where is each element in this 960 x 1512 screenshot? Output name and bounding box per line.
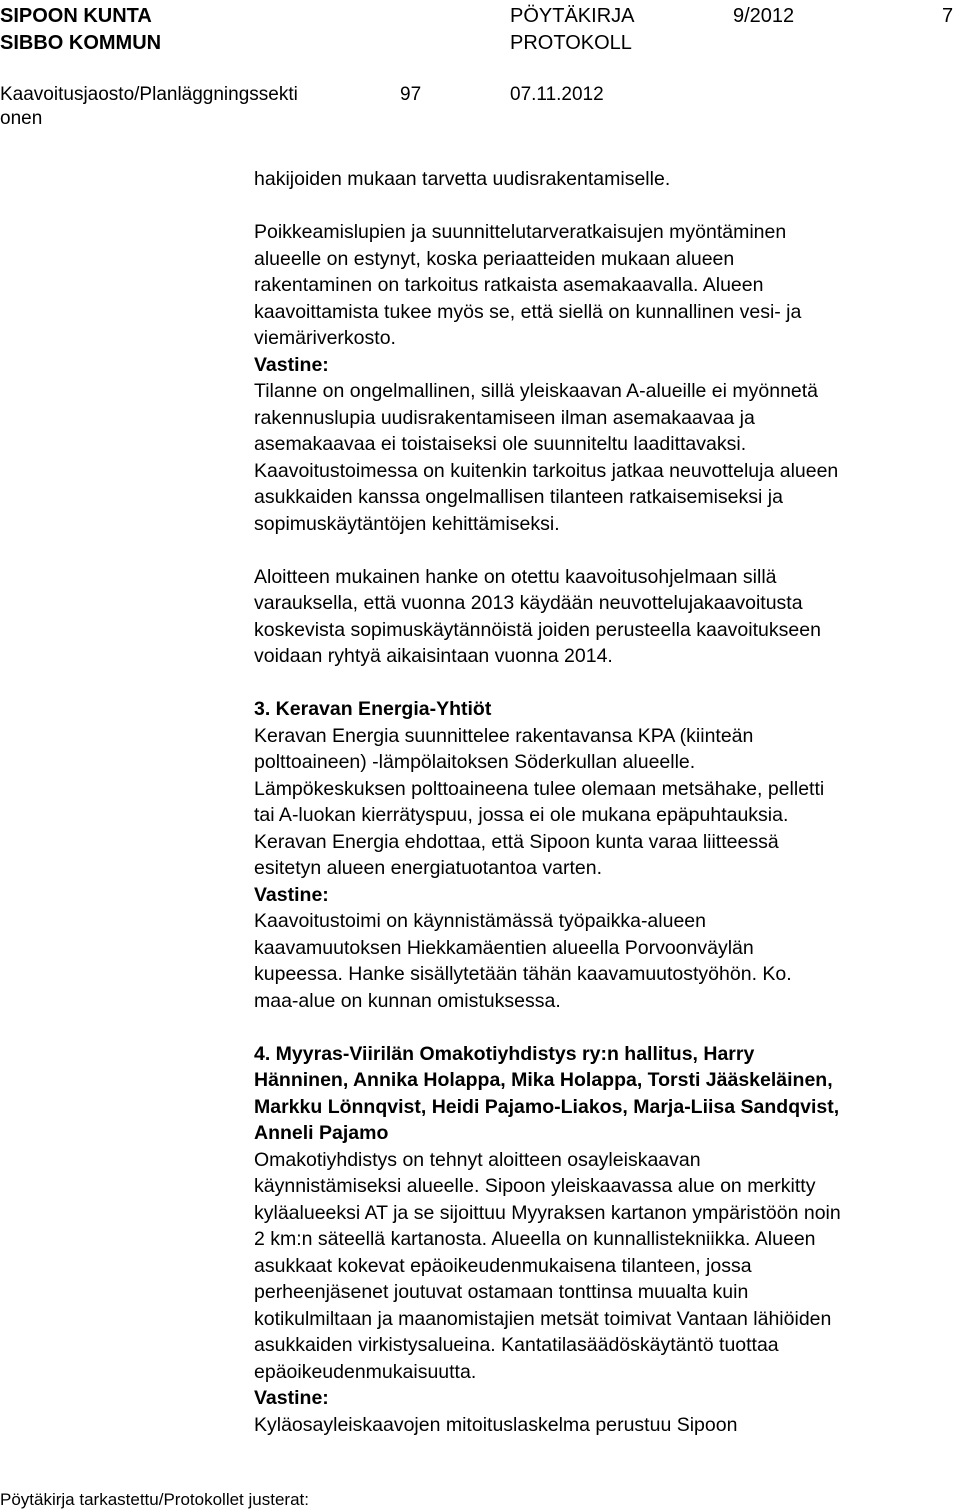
body-line: asukkaiden kanssa ongelmallisen tilanteen ratkaisemiseksi ja — [254, 486, 783, 508]
body-line: kotikulmiltaan ja maanomistajien metsät toimivat Vantaan lähiöiden — [254, 1307, 832, 1330]
body-line: esitetyn alueen energiatuotantoa varten. — [254, 857, 603, 879]
body-line: sopimuskäytäntöjen kehittämiseksi. — [254, 512, 560, 535]
body-line: koskevista sopimuskäytännöistä joiden perusteella kaavoitukseen — [254, 618, 821, 641]
body-line: Omakotiyhdistys on tehnyt aloitteen osayleiskaavan — [254, 1148, 701, 1171]
item-heading: Anneli Pajamo — [254, 1122, 389, 1144]
body-line: käynnistämiseksi alueelle. Sipoon yleiskaavassa alue on merkitty — [254, 1175, 816, 1197]
body-line: alueelle on estynyt, koska periaatteiden mukaan alueen — [254, 247, 735, 270]
body-line: epäoikeudenmukaisuutta. — [254, 1360, 477, 1383]
response-heading: Vastine: — [254, 353, 329, 376]
body-line: Keravan Energia suunnittelee rakentavansa KPA (kiinteän — [254, 724, 754, 747]
body-line: kaavoittamista tukee myös se, että siellä on kunnallinen vesi- ja — [254, 300, 802, 323]
item-heading: 3. Keravan Energia-Yhtiöt — [254, 698, 492, 720]
meeting-date: 07.11.2012 — [510, 84, 604, 105]
body-line: viemäriverkosto. — [254, 327, 396, 349]
section-number: 97 — [400, 84, 422, 105]
org-name-fi: SIPOON KUNTA — [0, 5, 152, 27]
body-line: Poikkeamislupien ja suunnittelutarveratkaisujen myöntäminen — [254, 221, 787, 243]
body-line: Kyläosayleiskaavojen mitoituslaskelma perustuu Sipoon — [254, 1413, 738, 1436]
committee-name-cont: onen — [0, 108, 43, 129]
committee-name: Kaavoitusjaosto/Planläggningssekti — [0, 84, 298, 105]
body-line: rakentaminen on tarkoitus ratkaista asemakaavalla. Alueen — [254, 274, 764, 296]
item-heading: Markku Lönnqvist, Heidi Pajamo-Liakos, Marja-Liisa Sandqvist, — [254, 1095, 840, 1118]
paragraph-gap — [254, 537, 960, 564]
body-line: Lämpökeskuksen polttoaineena tulee olemaan metsähake, pelletti — [254, 777, 825, 800]
body-line: Keravan Energia ehdottaa, että Sipoon kunta varaa liitteessä — [254, 830, 779, 853]
paragraph-gap — [254, 670, 960, 697]
body-line: tai A-luokan kierrätyspuu, jossa ei ole mukana epäpuhtauksia. — [254, 804, 789, 826]
body-line: voidaan ryhtyä aikaisintaan vuonna 2014. — [254, 645, 613, 667]
body-line: rakennuslupia uudisrakentamiseen ilman asemakaavaa ja — [254, 406, 755, 429]
body-line: Tilanne on ongelmallinen, sillä yleiskaavan A-alueille ei myönnetä — [254, 380, 819, 402]
body-line: kaavamuutoksen Hiekkamäentien alueella Porvoonväylän — [254, 936, 754, 959]
body-line: perheenjäsenet joutuvat ostamaan tonttinsa muualta kuin — [254, 1281, 749, 1303]
body-line: Kaavoitustoimi on käynnistämässä työpaikka-alueen — [254, 910, 706, 932]
body-line: asukkaat kokevat epäoikeudenmukaisena tilanteen, jossa — [254, 1254, 752, 1277]
body-line: kyläalueeksi AT ja se sijoittuu Myyraksen kartanon ympäristöön noin — [254, 1201, 841, 1224]
body-line: 2 km:n säteellä kartanosta. Alueella on kunnallistekniikka. Alueen — [254, 1228, 816, 1250]
page-number: 7 — [942, 5, 954, 27]
body-line: polttoaineen) -lämpölaitoksen Söderkullan alueelle. — [254, 751, 696, 773]
doc-number: 9/2012 — [733, 5, 795, 27]
body-line: asukkaiden virkistysalueina. Kantatilasäädöskäytäntö tuottaa — [254, 1334, 779, 1356]
paragraph-gap — [254, 1014, 960, 1041]
body-line: maa-alue on kunnan omistuksessa. — [254, 989, 561, 1012]
document-body — [254, 166, 960, 1438]
response-heading: Vastine: — [254, 883, 329, 906]
body-line: asemakaavaa ei toistaiseksi ole suunniteltu laadittavaksi. — [254, 433, 747, 455]
doc-type-sv: PROTOKOLL — [510, 32, 632, 54]
footer-note: Pöytäkirja tarkastettu/Protokollet justerat: — [0, 1490, 309, 1509]
body-line: varauksella, että vuonna 2013 käydään neuvottelujakaavoitusta — [254, 592, 803, 614]
item-heading: 4. Myyras-Viirilän Omakotiyhdistys ry:n hallitus, Harry — [254, 1042, 755, 1065]
body-line: hakijoiden mukaan tarvetta uudisrakentamiselle. — [254, 168, 671, 190]
body-line: Aloitteen mukainen hanke on otettu kaavoitusohjelmaan sillä — [254, 565, 777, 588]
paragraph-gap — [254, 193, 960, 220]
doc-type-fi: PÖYTÄKIRJA — [510, 5, 635, 27]
body-line: kupeessa. Hanke sisällytetään tähän kaavamuutostyöhön. Ko. — [254, 963, 792, 985]
response-heading: Vastine: — [254, 1387, 329, 1409]
body-line: Kaavoitustoimessa on kuitenkin tarkoitus jatkaa neuvotteluja alueen — [254, 459, 839, 482]
item-heading: Hänninen, Annika Holappa, Mika Holappa, Torsti Jääskeläinen, — [254, 1069, 833, 1091]
org-name-sv: SIBBO KOMMUN — [0, 32, 162, 54]
